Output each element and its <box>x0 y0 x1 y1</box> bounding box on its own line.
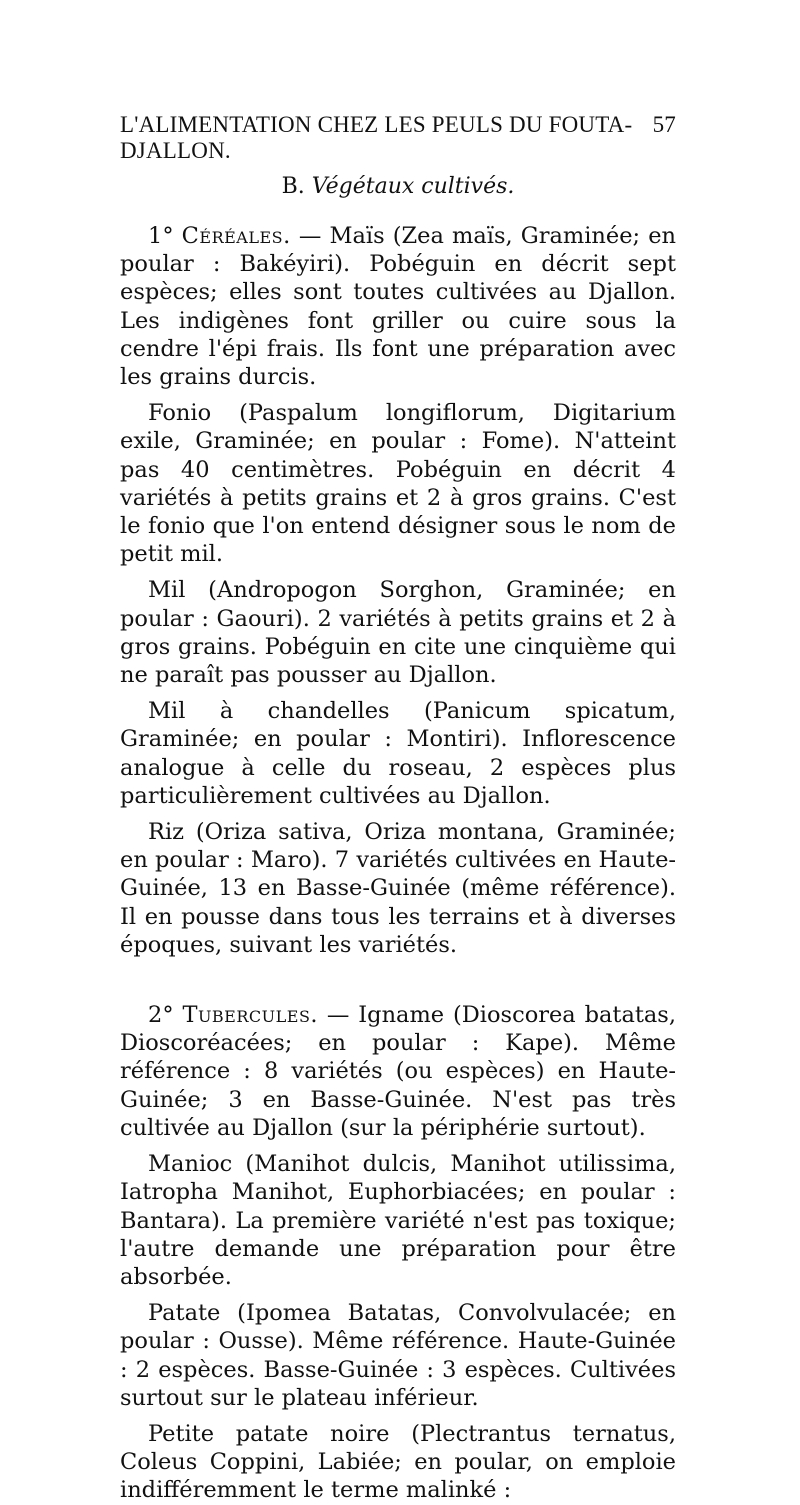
section-heading <box>120 174 676 206</box>
paragraph-lead: 1° <box>148 223 182 249</box>
paragraph-lead-smallcaps: Tubercules. <box>182 1002 319 1029</box>
paragraph-text: Petite patate noire (Plectrantus ternatus, Coleus Coppini, Labiée; en poular, on emploie indifféremment le terme malinké : <box>120 1420 676 1504</box>
paragraph-cereales <box>120 222 676 391</box>
paragraph-text: Mil (Andropogon Sorghon, Graminée; en poular : Gaouri). 2 variétés à petits grains et 2 à gros grains. Pobéguin en cite une cinquième qui ne paraît pas pousser au Djallon. <box>120 577 676 689</box>
paragraph-text: — Maïs (Zea maïs, Graminée; en poular : Bakéyiri). Pobéguin en décrit sept espèces; elles sont toutes cultivées au Djallon. Les indigènes font griller ou cuire sous la cendre l'épi frais. Ils font une préparation avec les grains durcis. <box>120 223 677 391</box>
paragraph-lead-smallcaps: Céréales. <box>181 223 291 249</box>
section-title: Végétaux cultivés. <box>311 174 515 199</box>
paragraph-manioc <box>120 1150 676 1291</box>
paragraph-patate <box>120 1299 676 1412</box>
paragraph-tubercules <box>120 1001 676 1142</box>
paragraph-text: Fonio (Paspalum longiflorum, Digitarium exile, Graminée; en poular : Fome). N'atteint pas 40 centimètres. Pobéguin en décrit 4 variétés à petits grains et 2 à gros grains. C'est le fonio que l'on entend désigner sous le nom de petit mil. <box>120 400 676 568</box>
paragraph-text: Patate (Ipomea Batatas, Convolvulacée; en poular : Ousse). Même référence. Haute-Guinée : 2 espèces. Basse-Guinée : 3 espèces. Cultivées surtout sur le plateau inférieur. <box>120 1300 676 1411</box>
paragraph-riz <box>120 818 676 959</box>
paragraph-mil-chandelles <box>120 697 676 810</box>
running-head <box>120 112 676 163</box>
paragraph-petite-patate <box>120 1420 676 1505</box>
running-title: L'ALIMENTATION CHEZ LES PEULS DU FOUTA-DJALLON. <box>120 112 633 163</box>
paragraph-text: Riz (Oriza sativa, Oriza montana, Graminée; en poular : Maro). 7 variétés cultivées en Haute-Guinée, 13 en Basse-Guinée (même référence). Il en pousse dans tous les terrains et à diverses époques, suivant les variétés. <box>120 819 676 958</box>
paragraph-text: Manioc (Manihot dulcis, Manihot utilissima, Iatropha Manihot, Euphorbiacées; en poular : Bantara). La première variété n'est pas toxique; l'autre demande une préparation pour être absorbée. <box>120 1151 676 1290</box>
section-letter: B. <box>281 174 305 199</box>
paragraph-text: — Igname (Dioscorea batatas, Dioscoréacées; en poular : Kape). Même référence : 8 variétés (ou espèces) en Haute-Guinée; 3 en Basse-Guinée. N'est pas très cultivée au Djallon (sur la périphérie surtout). <box>120 1002 677 1141</box>
page-number: 57 <box>652 112 676 137</box>
paragraph-text: Mil à chandelles (Panicum spicatum, Graminée; en poular : Montiri). Inflorescence analogue à celle du roseau, 2 espèces plus particulièrement cultivées au Djallon. <box>120 698 676 809</box>
paragraph-fonio <box>120 399 676 568</box>
paragraph-mil <box>120 576 676 689</box>
paragraph-lead: 2° <box>148 1002 183 1029</box>
